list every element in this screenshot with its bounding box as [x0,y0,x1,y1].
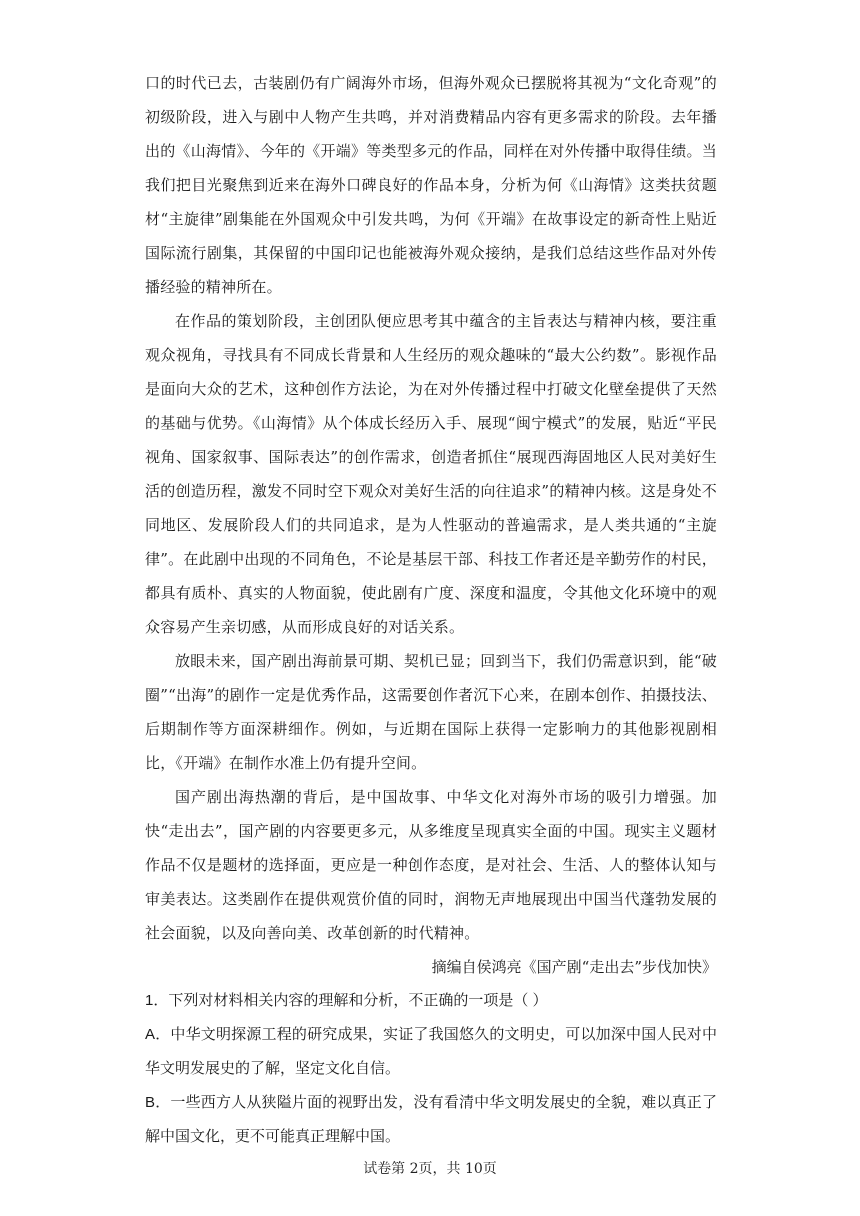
document-body [145,66,717,1154]
question-option-b: B．一些西方人从狭隘片面的视野出发，没有看清中华文明发展史的全貌，难以真正了解中国文化，更不可能真正理解中国。 [145,1094,717,1145]
page-footer: 试卷第 2页，共 10页 [363,1161,497,1177]
article-source: 摘编自侯鸿亮《国产剧“走出去”步伐加快》 [431,958,717,976]
article-paragraph-1: 口的时代已去，古装剧仍有广阔海外市场，但海外观众已摆脱将其视为“文化奇观”的初级阶段，进入与剧中人物产生共鸣，并对消费精品内容有更多需求的阶段。去年播出的《山海情》、今年的《开端》等类型多元的作品，同样在对外传播中取得佳绩。当我们把目光聚焦到近来在海外口碑良好的作品本身，分析为何《山海情》这类扶贫题材“主旋律”剧集能在外国观众中引发共鸣，为何《开端》在故事设定的新奇性上贴近国际流行剧集，其保留的中国印记也能被海外观众接纳，是我们总结这些作品对外传播经验的精神所在。 [145,74,717,296]
question-stem: 1．下列对材料相关内容的理解和分析，不正确的一项是（ ） [145,992,548,1009]
article-paragraph-4: 国产剧出海热潮的背后，是中国故事、中华文化对海外市场的吸引力增强。加快“走出去”，国产剧的内容要更多元，从多维度呈现真实全面的中国。现实主义题材作品不仅是题材的选择面，更应是一种创作态度，是对社会、生活、人的整体认知与审美表达。这类剧作在提供观赏价值的同时，润物无声地展现出中国当代蓬勃发展的社会面貌，以及向善向美、改革创新的时代精神。 [145,788,717,942]
article-paragraph-2: 在作品的策划阶段，主创团队便应思考其中蕴含的主旨表达与精神内核，要注重观众视角，寻找具有不同成长背景和人生经历的观众趣味的“最大公约数”。影视作品是面向大众的艺术，这种创作方法论，为在对外传播过程中打破文化壁垒提供了天然的基础与优势。《山海情》从个体成长经历入手、展现“闽宁模式”的发展，贴近“平民视角、国家叙事、国际表达”的创作需求，创造者抓住“展现西海固地区人民对美好生活的创造历程，激发不同时空下观众对美好生活的向往追求”的精神内核。这是身处不同地区、发展阶段人们的共同追求，是为人性驱动的普遍需求，是人类共通的“主旋律”。在此剧中出现的不同角色，不论是基层干部、科技工作者还是辛勤劳作的村民，都具有质朴、真实的人物面貌，使此剧有广度、深度和温度，令其他文化环境中的观众容易产生亲切感，从而形成良好的对话关系。 [145,312,717,636]
question-option-a: A．中华文明探源工程的研究成果，实证了我国悠久的文明史，可以加深中国人民对中华文明发展史的了解，坚定文化自信。 [145,1026,717,1077]
article-paragraph-3: 放眼未来，国产剧出海前景可期、契机已显；回到当下，我们仍需意识到，能“破圈”“出海”的剧作一定是优秀作品，这需要创作者沉下心来，在剧本创作、拍摄技法、后期制作等方面深耕细作。例如，与近期在国际上获得一定影响力的其他影视剧相比，《开端》在制作水准上仍有提升空间。 [145,652,717,772]
